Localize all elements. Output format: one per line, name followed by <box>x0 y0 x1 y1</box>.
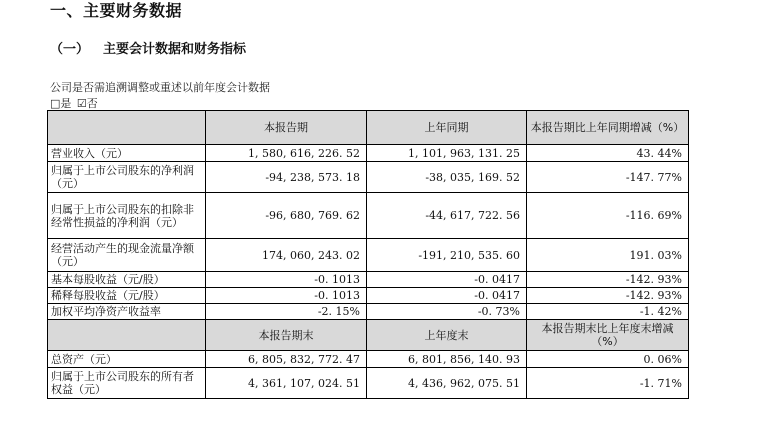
current-value: 174, 060, 243. 02 <box>206 239 367 272</box>
row-label: 归属于上市公司股东的扣除非经常性损益的净利润（元） <box>48 193 206 239</box>
change-value: 0. 06% <box>527 351 689 368</box>
table-header-row <box>48 111 689 145</box>
prior-value: -0. 0417 <box>367 272 527 288</box>
current-value: -0. 1013 <box>206 288 367 304</box>
prior-value: 1, 101, 963, 131. 25 <box>367 145 527 162</box>
table-row <box>48 193 689 239</box>
row-label: 稀释每股收益（元/股） <box>48 288 206 304</box>
current-value: -2. 15% <box>206 304 367 320</box>
table-header-row <box>48 320 689 351</box>
change-value: -116. 69% <box>527 193 689 239</box>
checkbox-no: ☑否 <box>76 97 98 110</box>
checkbox-yes: □是 <box>50 97 72 110</box>
change-value: 43. 44% <box>527 145 689 162</box>
table-row <box>48 351 689 368</box>
section-heading: 一、主要财务数据 <box>50 1 183 20</box>
row-label: 归属于上市公司股东的净利润（元） <box>48 162 206 193</box>
prior-value: -191, 210, 535. 60 <box>367 239 527 272</box>
header-cell: 上年度末 <box>367 320 527 351</box>
table-row <box>48 304 689 320</box>
prior-value: 6, 801, 856, 140. 93 <box>367 351 527 368</box>
subsection-number: （一） <box>50 42 90 57</box>
table-row <box>48 162 689 193</box>
prior-value: -0. 0417 <box>367 288 527 304</box>
table-row <box>48 288 689 304</box>
header-cell: 上年同期 <box>367 111 527 145</box>
table-row <box>48 272 689 288</box>
table-row <box>48 368 689 399</box>
change-value: -142. 93% <box>527 272 689 288</box>
financial-data-table <box>47 110 689 399</box>
row-label: 归属于上市公司股东的所有者权益（元） <box>48 368 206 399</box>
prior-value: 4, 436, 962, 075. 51 <box>367 368 527 399</box>
change-value: -147. 77% <box>527 162 689 193</box>
restatement-question: 公司是否需追溯调整或重述以前年度会计数据 <box>50 81 270 94</box>
current-value: -96, 680, 769. 62 <box>206 193 367 239</box>
row-label: 加权平均净资产收益率 <box>48 304 206 320</box>
current-value: -94, 238, 573. 18 <box>206 162 367 193</box>
change-value: -142. 93% <box>527 288 689 304</box>
current-value: -0. 1013 <box>206 272 367 288</box>
header-cell: 本报告期 <box>206 111 367 145</box>
restatement-choice <box>50 95 100 111</box>
prior-value: -0. 73% <box>367 304 527 320</box>
row-label: 经营活动产生的现金流量净额（元） <box>48 239 206 272</box>
subsection-heading <box>50 38 246 57</box>
table-row <box>48 239 689 272</box>
change-value: -1. 71% <box>527 368 689 399</box>
current-value: 4, 361, 107, 024. 51 <box>206 368 367 399</box>
change-value: -1. 42% <box>527 304 689 320</box>
header-cell <box>48 320 206 351</box>
table-row <box>48 145 689 162</box>
row-label: 基本每股收益（元/股） <box>48 272 206 288</box>
header-cell: 本报告期末 <box>206 320 367 351</box>
header-cell: 本报告期末比上年度末增减（%） <box>527 320 689 351</box>
header-cell: 本报告期比上年同期增减（%） <box>527 111 689 145</box>
subsection-title: 主要会计数据和财务指标 <box>103 42 247 57</box>
header-cell <box>48 111 206 145</box>
current-value: 1, 580, 616, 226. 52 <box>206 145 367 162</box>
prior-value: -38, 035, 169. 52 <box>367 162 527 193</box>
row-label: 总资产（元） <box>48 351 206 368</box>
prior-value: -44, 617, 722. 56 <box>367 193 527 239</box>
change-value: 191. 03% <box>527 239 689 272</box>
current-value: 6, 805, 832, 772. 47 <box>206 351 367 368</box>
row-label: 营业收入（元） <box>48 145 206 162</box>
